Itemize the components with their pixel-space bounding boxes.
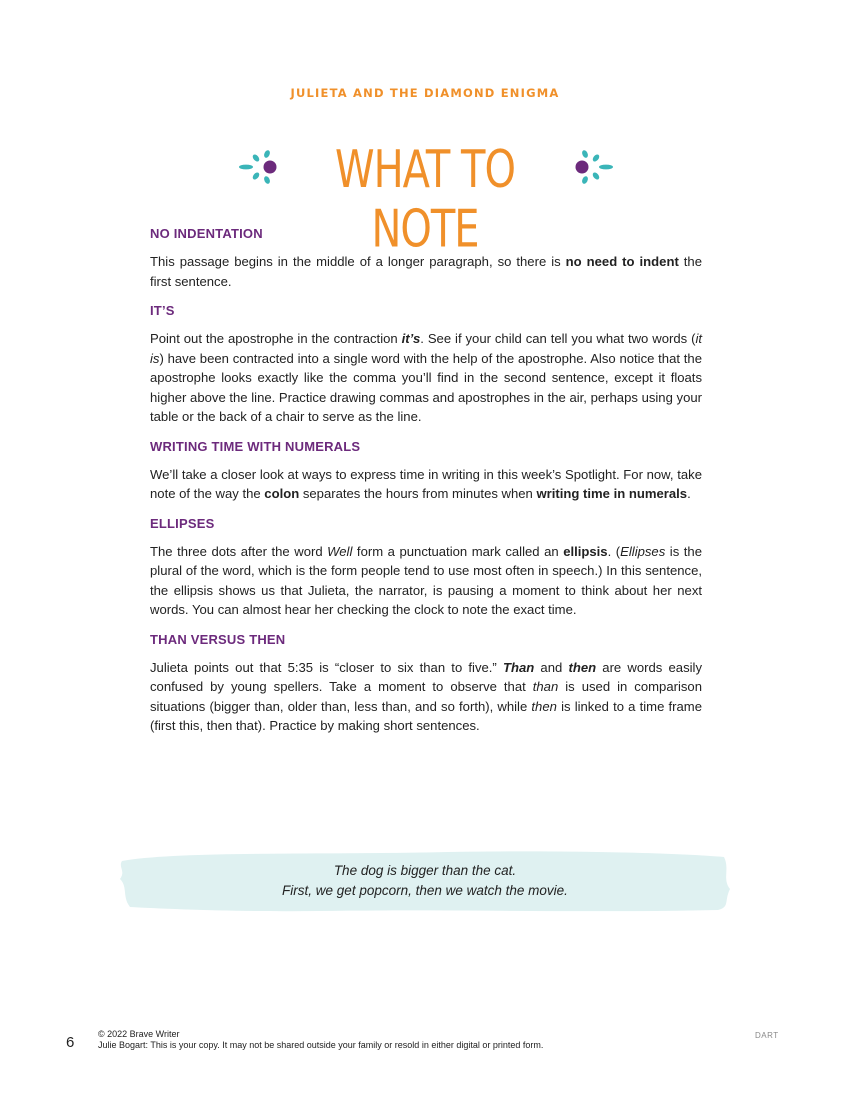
note-section xyxy=(150,226,702,291)
license-notice: Julie Bogart: This is your copy. It may not be shared outside your family or resold in either digital or printed form. xyxy=(98,1039,544,1050)
text-run: it is xyxy=(150,331,702,366)
notes-content xyxy=(150,226,702,748)
text-run: ) have been contracted into a single word with the help of the apostrophe. Also notice that the apostrophe looks exactly like the comma you’ll find in the second sentence, except it floats higher above the line. Practice drawing commas and apostrophes in the air, perhaps using your table or the back of a chair to serve as the line. xyxy=(150,350,702,424)
copyright-line: © 2022 Brave Writer xyxy=(98,1029,180,1039)
text-run: Well xyxy=(327,543,353,559)
text-run: writing time in numerals xyxy=(536,486,688,501)
section-paragraph xyxy=(150,465,702,504)
note-section xyxy=(150,632,702,736)
text-run: then xyxy=(531,698,557,714)
text-run: . xyxy=(687,486,691,501)
text-run: no need to indent xyxy=(565,254,679,269)
text-run: We’ll take a closer look at ways to express time in writing in this week’s Spotlight. For now, take note of the way the xyxy=(150,466,702,501)
text-run: . ( xyxy=(607,543,621,559)
flower-ornament-icon xyxy=(564,142,620,192)
text-run: The three dots after the word xyxy=(150,543,328,559)
section-paragraph xyxy=(150,252,702,291)
section-title: ELLIPSES xyxy=(150,515,215,531)
text-run: Than xyxy=(502,659,535,675)
section-title: WRITING TIME WITH NUMERALS xyxy=(150,438,361,454)
section-paragraph xyxy=(150,658,702,736)
text-run: This passage begins in the middle of a longer paragraph, so there is xyxy=(150,254,566,269)
text-run: then xyxy=(568,659,597,675)
footer-copyright xyxy=(98,1029,543,1050)
text-run: it’s xyxy=(401,331,421,346)
text-run: colon xyxy=(264,486,300,501)
text-run: and xyxy=(534,659,569,675)
text-run: are words easily confused by young spellers. Take a moment to observe that xyxy=(150,659,702,694)
page-title: WHAT TO NOTE xyxy=(335,140,515,260)
example-callout xyxy=(118,849,732,913)
section-title: NO INDENTATION xyxy=(150,226,263,241)
text-run: the first sentence. xyxy=(150,254,702,289)
text-run: Point out the apostrophe in the contraction xyxy=(150,331,402,346)
text-run: Julieta points out that 5:35 is “closer to six than to five.” xyxy=(150,659,503,675)
page-number: 6 xyxy=(66,1034,75,1051)
text-run: Ellipses xyxy=(620,543,666,559)
text-run: form a punctuation mark called an xyxy=(352,543,564,559)
flower-ornament-icon xyxy=(232,142,288,192)
callout-line-2: First, we get popcorn, then we watch the movie. xyxy=(282,883,568,898)
footer-mark: DART xyxy=(755,1031,779,1040)
text-run: separates the hours from minutes when xyxy=(299,486,537,501)
callout-line-1: The dog is bigger than the cat. xyxy=(333,863,517,878)
text-run: than xyxy=(532,679,559,694)
text-run: is the plural of the word, which is the form people tend to use most often in speech.) In this sentence, the ellipsis shows us that Julieta, the narrator, is pausing a moment to think about her next words. You can almost hear her checking the clock to note the exact time. xyxy=(150,543,702,617)
text-run: is linked to a time frame (first this, then that). Practice by making short sentences. xyxy=(150,698,702,733)
note-section xyxy=(150,303,702,427)
note-section xyxy=(150,439,702,504)
section-paragraph xyxy=(150,329,702,427)
text-run: ellipsis xyxy=(563,543,608,559)
note-section xyxy=(150,516,702,620)
text-run: . See if your child can tell you what two words ( xyxy=(420,331,696,346)
section-title: IT’S xyxy=(150,303,175,318)
section-paragraph xyxy=(150,542,702,620)
text-run: is used in comparison situations (bigger than, older than, less than, and so forth), while xyxy=(150,679,702,714)
section-title: THAN VERSUS THEN xyxy=(150,631,286,647)
book-title: JULIETA AND THE DIAMOND ENIGMA xyxy=(290,86,560,100)
